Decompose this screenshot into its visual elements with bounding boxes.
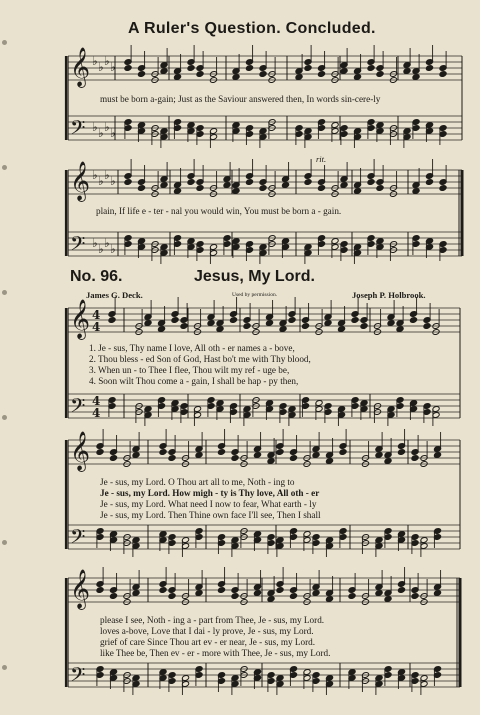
note-head	[168, 455, 176, 462]
note-head	[340, 68, 348, 75]
note-head	[180, 323, 188, 330]
note-head	[231, 593, 239, 600]
note-head	[259, 71, 267, 78]
verse-line: grief of care Since Thou art ev - er near, Je - sus, my Lord.	[100, 637, 316, 647]
note-head	[267, 458, 275, 465]
continuation-lyric-line: must be born a-gain; Just as the Saviour answered then, In words sin-cere-ly	[100, 94, 381, 104]
note-head	[289, 455, 297, 462]
note-head	[160, 68, 168, 75]
note-head	[384, 596, 392, 603]
note-head	[132, 452, 140, 459]
note-head	[196, 71, 204, 78]
hymn-composer: Joseph P. Holbrook.	[352, 290, 426, 300]
flat-sign-icon: ♭	[110, 174, 116, 188]
verse-line: loves a-bove, Love that I dai - ly prove, Je - sus, my Lord.	[100, 626, 314, 636]
note-head	[124, 179, 132, 186]
verse-line: Je - sus, my Lord. O Thou art all to me, Noth - ing to	[100, 477, 295, 487]
note-head	[301, 323, 309, 330]
note-head	[217, 587, 225, 594]
note-head	[325, 458, 333, 465]
bass-clef-icon: 𝄢	[70, 394, 86, 422]
treble-clef-icon: 𝄞	[70, 47, 91, 87]
note-head	[304, 179, 312, 186]
note-head	[317, 185, 325, 192]
verse-line: 4. Soon wilt Thou come a - gain, I shall be hap - py then,	[89, 376, 299, 386]
note-head	[353, 74, 361, 81]
note-head	[196, 185, 204, 192]
note-head	[187, 65, 195, 72]
note-head	[253, 452, 261, 459]
note-head	[340, 182, 348, 189]
treble-clef-icon: 𝄞	[70, 299, 91, 339]
note-head	[425, 65, 433, 72]
note-head	[387, 320, 395, 327]
note-head	[96, 587, 104, 594]
note-head	[96, 449, 104, 456]
note-head	[253, 590, 261, 597]
note-head	[403, 68, 411, 75]
note-head	[245, 179, 253, 186]
note-head	[353, 188, 361, 195]
note-head	[375, 590, 383, 597]
verse-line: Je - sus, my Lord. Then Thine own face I'll see, Then I shall	[100, 510, 321, 520]
flat-sign-icon: ♭	[98, 174, 104, 188]
note-head	[304, 65, 312, 72]
note-head	[312, 452, 320, 459]
bass-clef-icon: 𝄢	[70, 525, 86, 553]
note-head	[397, 587, 405, 594]
note-head	[289, 593, 297, 600]
note-head	[411, 593, 419, 600]
note-head	[433, 452, 441, 459]
note-head	[376, 71, 384, 78]
note-head	[137, 185, 145, 192]
note-head	[423, 323, 431, 330]
note-head	[159, 449, 167, 456]
note-head	[439, 185, 447, 192]
note-head	[243, 323, 251, 330]
note-head	[360, 323, 368, 330]
note-head	[279, 326, 287, 333]
verse-line: 3. When un - to Thee I flee, Thou wilt my ref - uge be,	[89, 365, 290, 375]
note-head	[173, 74, 181, 81]
treble-clef-icon: 𝄞	[70, 431, 91, 471]
note-head	[295, 74, 303, 81]
note-head	[267, 596, 275, 603]
note-head	[337, 326, 345, 333]
note-head	[396, 326, 404, 333]
note-head	[245, 65, 253, 72]
note-head	[439, 71, 447, 78]
continuation-lyric-line: plain, If life e - ter - nal you would win, You must be born a - gain.	[96, 206, 342, 216]
time-signature: 4	[92, 308, 101, 322]
note-head	[281, 182, 289, 189]
flat-sign-icon: ♭	[104, 54, 110, 68]
note-head	[229, 317, 237, 324]
note-head	[259, 185, 267, 192]
note-head	[412, 74, 420, 81]
flat-sign-icon: ♭	[104, 120, 110, 134]
hymn-title: Jesus, My Lord.	[194, 268, 315, 285]
note-head	[411, 455, 419, 462]
note-head	[339, 449, 347, 456]
note-head	[397, 449, 405, 456]
note-head	[217, 449, 225, 456]
hymn-author: James G. Deck.	[86, 290, 143, 300]
note-head	[324, 320, 332, 327]
note-head	[375, 452, 383, 459]
note-head	[109, 455, 117, 462]
note-head	[433, 590, 441, 597]
note-head	[288, 317, 296, 324]
note-head	[124, 65, 132, 72]
continuation-title: A Ruler's Question. Concluded.	[128, 20, 376, 37]
note-head	[231, 455, 239, 462]
note-head	[265, 320, 273, 327]
flat-sign-icon: ♭	[92, 120, 98, 134]
note-head	[312, 590, 320, 597]
note-head	[384, 458, 392, 465]
time-signature: 4	[92, 406, 101, 420]
flat-sign-icon: ♭	[98, 126, 104, 140]
note-head	[173, 188, 181, 195]
permission-note: Used by permission.	[232, 292, 278, 298]
note-head	[207, 320, 215, 327]
note-head	[108, 317, 116, 324]
note-head	[232, 74, 240, 81]
flat-sign-icon: ♭	[92, 236, 98, 250]
time-signature: 4	[92, 394, 101, 408]
flat-sign-icon: ♭	[92, 168, 98, 182]
note-head	[367, 179, 375, 186]
treble-clef-icon: 𝄞	[70, 161, 91, 201]
note-head	[187, 179, 195, 186]
note-head	[425, 179, 433, 186]
flat-sign-icon: ♭	[110, 242, 116, 256]
note-head	[144, 320, 152, 327]
note-head	[276, 587, 284, 594]
flat-sign-icon: ♭	[104, 236, 110, 250]
note-head	[109, 593, 117, 600]
verse-line: Je - sus, my Lord. How migh - ty is Thy love, All oth - er	[100, 488, 320, 498]
verse-line: please I see, Noth - ing a - part from Thee, Je - sus, my Lord.	[100, 615, 325, 625]
verse-line: 2. Thou bless - ed Son of God, Hast bo't me with Thy blood,	[89, 354, 311, 364]
flat-sign-icon: ♭	[98, 242, 104, 256]
note-head	[376, 185, 384, 192]
flat-sign-icon: ♭	[110, 126, 116, 140]
bass-clef-icon: 𝄢	[70, 116, 86, 144]
flat-sign-icon: ♭	[104, 168, 110, 182]
bass-clef-icon: 𝄢	[70, 232, 86, 260]
note-head	[168, 593, 176, 600]
treble-clef-icon: 𝄞	[70, 569, 91, 609]
note-head	[195, 452, 203, 459]
time-signature: 4	[92, 320, 101, 334]
note-head	[232, 188, 240, 195]
note-head	[159, 587, 167, 594]
note-head	[132, 590, 140, 597]
flat-sign-icon: ♭	[92, 54, 98, 68]
note-head	[160, 182, 168, 189]
bass-clef-icon: 𝄢	[70, 663, 86, 691]
note-head	[195, 590, 203, 597]
tempo-mark: rit.	[316, 154, 327, 164]
note-head	[317, 71, 325, 78]
note-head	[351, 317, 359, 324]
hymn-number: No. 96.	[70, 268, 123, 285]
note-head	[409, 317, 417, 324]
note-head	[325, 596, 333, 603]
note-head	[216, 326, 224, 333]
verse-line: 1. Je - sus, Thy name I love, All oth - er names a - bove,	[89, 343, 295, 353]
note-head	[367, 65, 375, 72]
note-head	[157, 326, 165, 333]
note-head	[223, 182, 231, 189]
flat-sign-icon: ♭	[110, 60, 116, 74]
note-head	[276, 449, 284, 456]
verse-line: like Thee be, Then ev - er - more with Thee, Je - sus, my Lord.	[100, 648, 331, 658]
note-head	[137, 71, 145, 78]
flat-sign-icon: ♭	[98, 60, 104, 74]
note-head	[171, 317, 179, 324]
verse-line: Je - sus, my Lord. What need I now to fear, What earth - ly	[100, 499, 317, 509]
note-head	[348, 593, 356, 600]
note-head	[412, 188, 420, 195]
